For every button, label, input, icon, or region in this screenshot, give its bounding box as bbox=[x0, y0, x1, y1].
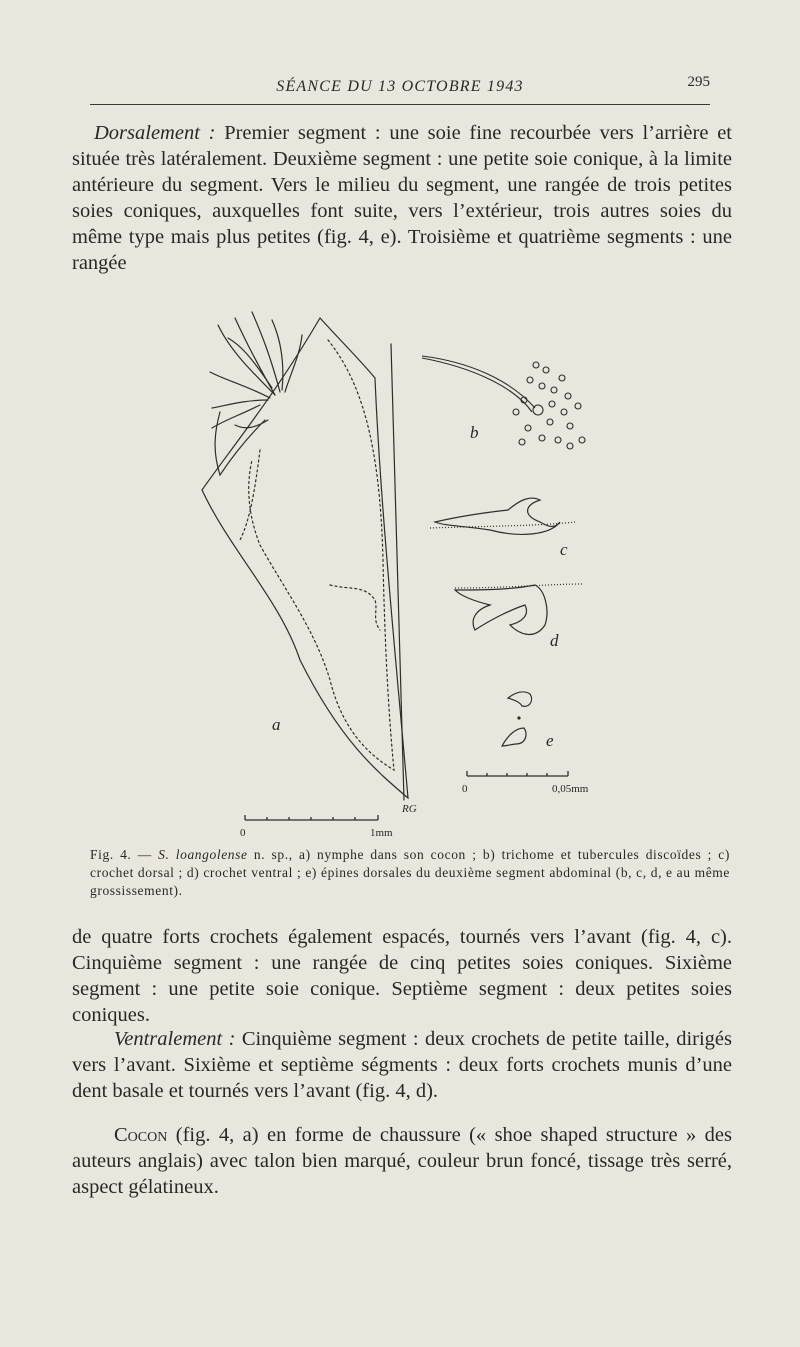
paragraph-dorsal bbox=[72, 120, 732, 276]
caption-prefix: Fig. 4. — bbox=[90, 847, 159, 862]
cocoon-drawing bbox=[202, 312, 408, 800]
label-d: d bbox=[550, 631, 559, 650]
scale-left-end: 1mm bbox=[370, 827, 393, 839]
dorsal-hook-drawing bbox=[430, 498, 575, 534]
illustrator-signature: RG bbox=[402, 803, 417, 815]
paragraph-text: Premier segment : une soie fine recourbée vers l’arrière et située très latéralement. Deuxième segment : une petite soie conique, à la limite antérieure du segment. Vers le milieu du segment, une rangée de trois petites soies coniques, auxquelles font suite, vers l’extérieur, trois autres soies du même type mais plus petites (fig. 4, e). Troisième et quatrième segments : une rangée bbox=[72, 122, 732, 274]
trichome-drawing bbox=[422, 356, 585, 449]
figure-drawing bbox=[190, 300, 610, 840]
dorsal-spines-drawing bbox=[502, 692, 532, 746]
paragraph-segments: de quatre forts crochets également espacés, tournés vers l’avant (fig. 4, c). Cinquième segment : une rangée de cinq petites soies coniques. Sixième segment : une petite soie conique. Septième segment : deux petites soies coniques. bbox=[72, 926, 732, 1026]
scale-right-start: 0 bbox=[462, 783, 468, 795]
paragraph-text: Cinquième segment : deux crochets de petite taille, dirigés vers l’avant. Sixième et septième ségments : deux forts crochets munis d’une dent basale et tournés vers l’avant (fig. 4, d). bbox=[72, 1028, 732, 1102]
paragraph-cocoon bbox=[72, 1122, 732, 1200]
paragraph-lead: Dorsalement : bbox=[94, 122, 216, 144]
paragraph-lead: Cocon bbox=[114, 1124, 168, 1146]
label-a: a bbox=[272, 715, 281, 734]
label-b: b bbox=[470, 423, 479, 442]
page-number: 295 bbox=[687, 74, 710, 90]
caption-species: S. loangolense bbox=[158, 847, 248, 862]
label-e: e bbox=[546, 731, 554, 750]
caption-text: n. sp., a) nymphe dans son cocon ; b) trichome et tubercules discoïdes ; c) crochet dorsal ; d) crochet ventral ; e) épines dorsales du deuxième segment abdominal (b, c, d, e au même grossissement). bbox=[90, 847, 730, 898]
page-header bbox=[90, 72, 710, 105]
figure-4 bbox=[190, 300, 610, 840]
figure-caption bbox=[90, 846, 730, 900]
ventral-hook-drawing bbox=[455, 584, 582, 634]
paragraph-text: (fig. 4, a) en forme de chaussure (« shoe shaped structure » des auteurs anglais) avec talon bien marqué, couleur brun foncé, tissage très serré, aspect gélatineux. bbox=[72, 1124, 732, 1198]
label-c: c bbox=[560, 540, 568, 559]
scale-right-end: 0,05mm bbox=[552, 783, 589, 795]
scale-bar-right bbox=[467, 771, 568, 776]
paragraph-lead: Ventralement : bbox=[114, 1028, 236, 1050]
scale-bar-left bbox=[245, 815, 378, 820]
paragraph-ventral bbox=[72, 1026, 732, 1104]
scale-left-start: 0 bbox=[240, 827, 246, 839]
running-title: SÉANCE DU 13 OCTOBRE 1943 bbox=[276, 78, 524, 95]
